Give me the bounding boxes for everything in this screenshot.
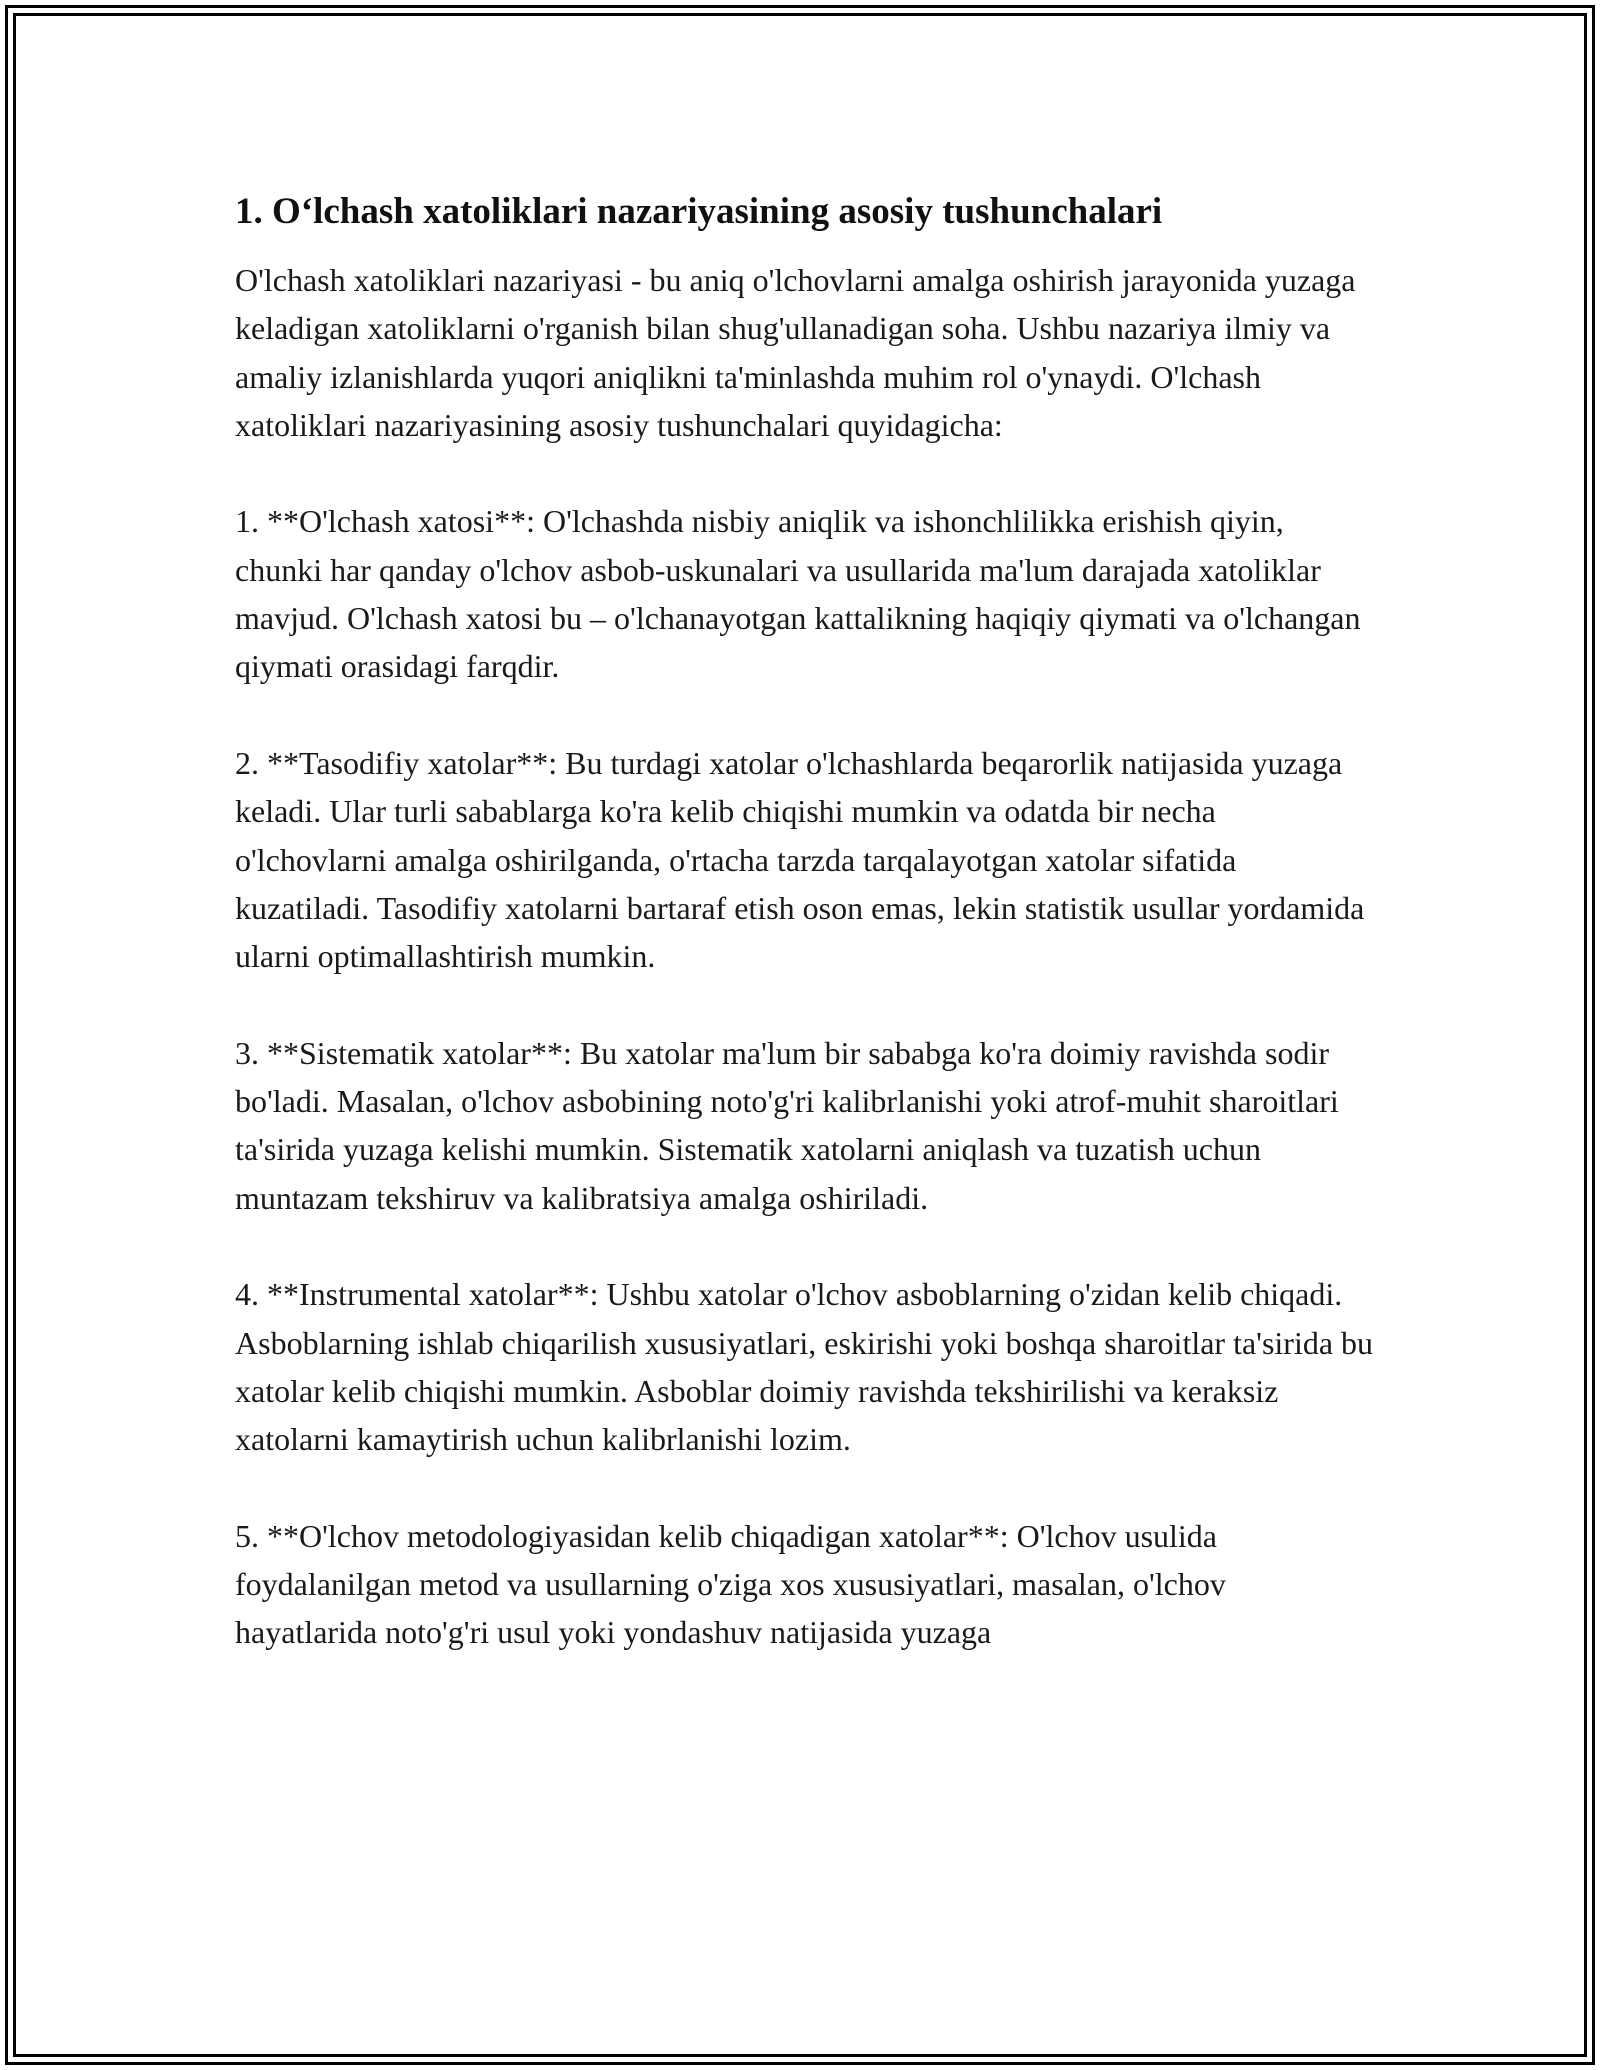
section-title: 1. O‘lchash xatoliklari nazariyasining asosiy tushunchalari (235, 191, 1163, 232)
list-item-olchash-xatosi: 1. **O'lchash xatosi**: O'lchashda nisbiy aniqlik va ishonchlilikka erishish qiyin, chunki har qanday o'lchov asbob-uskunalari va usullarida ma'lum darajada xatoliklar mavjud. O'lchash xatosi bu – o'lchanayotgan kattalikning haqiqiy qiymati va o'lchangan qiymati orasidagi farqdir. (235, 503, 1361, 685)
list-item-instrumental-xatolar: 4. **Instrumental xatolar**: Ushbu xatolar o'lchov asboblarning o'zidan kelib chiqadi. Asboblarning ishlab chiqarilish xususiyatlari, eskirishi yoki boshqa sharoitlar ta'sirida bu xatolar kelib chiqishi mumkin. Asboblar doimiy ravishda tekshirilishi va keraksiz xatolarni kamaytirish uchun kalibrlanishi lozim. (235, 1276, 1374, 1458)
document-body (235, 188, 1375, 1657)
list-item-tasodifiy-xatolar: 2. **Tasodifiy xatolar**: Bu turdagi xatolar o'lchashlarda beqarorlik natijasida yuzaga keladi. Ular turli sabablarga ko'ra kelib chiqishi mumkin va odatda bir necha o'lchovlarni amalga oshirilganda, o'rtacha tarzda tarqalayotgan xatolar sifatida kuzatiladi. Tasodifiy xatolarni bartaraf etish oson emas, lekin statistik usullar yordamida ularni optimallashtirish mumkin. (235, 744, 1365, 975)
list-item-sistematik-xatolar: 3. **Sistematik xatolar**: Bu xatolar ma'lum bir sababga ko'ra doimiy ravishda sodir bo'ladi. Masalan, o'lchov asbobining noto'g'ri kalibrlanishi yoki atrof-muhit sharoitlari ta'sirida yuzaga kelishi mumkin. Sistematik xatolarni aniqlash va tuzatish uchun muntazam tekshiruv va kalibratsiya amalga oshiriladi. (235, 1034, 1339, 1216)
list-item-metodologiya-xatolar: 5. **O'lchov metodologiyasidan kelib chiqadigan xatolar**: O'lchov usulida foydalanilgan metod va usullarning o'ziga xos xususiyatlari, masalan, o'lchov hayatlarida noto'g'ri usul yoki yondashuv natijasida yuzaga (235, 1517, 1226, 1651)
intro-paragraph: O'lchash xatoliklari nazariyasi - bu aniq o'lchovlarni amalga oshirish jarayonida yuzaga keladigan xatoliklarni o'rganish bilan shug'ullanadigan soha. Ushbu nazariya ilmiy va amaliy izlanishlarda yuqori aniqlikni ta'minlashda muhim rol o'ynaydi. O'lchash xatoliklari nazariyasining asosiy tushunchalari quyidagicha: (235, 262, 1356, 443)
